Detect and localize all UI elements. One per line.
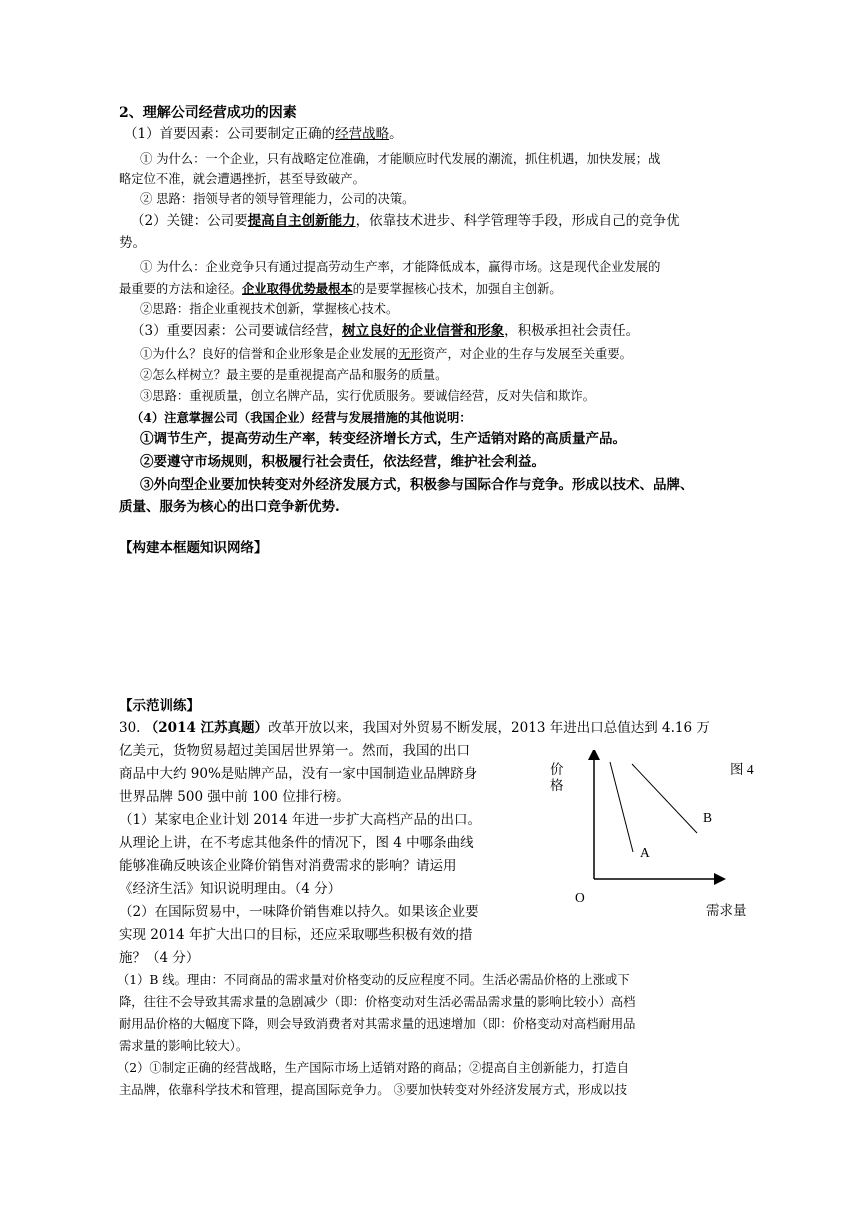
answer-1-line-3: 耐用品价格的大幅度下降，则会导致消费者对其需求量的迅速增加（即：价格变动对高档耐用品	[119, 1017, 636, 1031]
factor-3-think: ③思路：重视质量，创立名牌产品，实行优质服务。要诚信经营，反对失信和欺诈。	[140, 389, 595, 403]
y-axis-label-1: 价	[550, 762, 564, 777]
question-30-part-1-cont-3: 《经济生活》知识说明理由。（4 分）	[119, 881, 342, 897]
factor-2: （2）关键：公司要提高自主创新能力，依靠技术进步、科学管理等手段，形成自己的竞争优	[131, 213, 680, 229]
factor-1-why: ① 为什么：一个企业，只有战略定位准确，才能顺应时代发展的潮流，抓住机遇，加快发展；战	[140, 152, 661, 166]
line-b-label: B	[703, 810, 713, 825]
factor-2-think: ②思路：指企业重视技术创新，掌握核心技术。	[140, 302, 399, 316]
demand-line-a	[610, 762, 633, 852]
factor-3: （3）重要因素：公司要诚信经营，树立良好的企业信誉和形象，积极承担社会责任。	[131, 323, 640, 339]
factor-3-how: ②怎么样树立？最主要的是重视提高产品和服务的质量。	[140, 368, 448, 382]
y-axis-label-2: 格	[550, 778, 564, 793]
question-30-part-2: （2）在国际贸易中，一味降价销售难以持久。如果该企业要	[119, 904, 479, 920]
factor-4-item-3: ③外向型企业要加快转变对外经济发展方式，积极参与国际合作与竞争。形成以技术、品牌、	[140, 477, 694, 493]
factor-4-item-3-cont: 质量、服务为核心的出口竞争新优势.	[119, 499, 340, 515]
question-30-part-1-cont-2: 能够准确反映该企业降价销售对消费需求的影响？请运用	[119, 858, 457, 874]
question-30-part-2-cont-2: 施？（4 分）	[119, 950, 200, 966]
answer-2-line-1: （2）①制定正确的经营战略，生产国际市场上适销对路的商品；②提高自主创新能力，打造自	[117, 1061, 629, 1075]
factor-1: （1）首要因素：公司要制定正确的经营战略。	[124, 126, 403, 142]
x-axis-label: 需求量	[706, 903, 747, 918]
network-heading: 【构建本框题知识网络】	[119, 540, 268, 556]
section-title: 2、理解公司经营成功的因素	[119, 105, 297, 121]
line-a-label: A	[640, 845, 650, 860]
question-30-line-1: 30. （2014 江苏真题）改革开放以来，我国对外贸易不断发展，2013 年进出口总值达到 4.16 万	[119, 720, 710, 736]
figure-4	[540, 750, 780, 920]
factor-2-why-cont: 最重要的方法和途径。企业取得优势最根本的是要掌握核心技术，加强自主创新。	[119, 281, 562, 296]
factor-2-why: ① 为什么：企业竞争只有通过提高劳动生产率，才能降低成本，赢得市场。这是现代企业发展的	[140, 260, 661, 274]
factor-4-title: （4）注意掌握公司（我国企业）经营与发展措施的其他说明：	[131, 410, 472, 425]
factor-1-think: ② 思路：指领导者的领导管理能力，公司的决策。	[140, 192, 415, 206]
question-30-part-1: （1）某家电企业计划 2014 年进一步扩大高档产品的出口。	[119, 812, 482, 828]
factor-3-why: ①为什么？良好的信誉和企业形象是企业发展的无形资产，对企业的生存与发展至关重要。	[140, 347, 632, 361]
training-heading: 【示范训练】	[119, 698, 200, 714]
question-30-line-3: 商品中大约 90%是贴牌产品，没有一家中国制造业品牌跻身	[119, 766, 478, 782]
question-30-part-2-cont-1: 实现 2014 年扩大出口的目标，还应采取哪些积极有效的措	[119, 927, 473, 943]
answer-2-line-2: 主品牌，依靠科学技术和管理，提高国际竞争力。 ③要加快转变对外经济发展方式，形成以技	[119, 1083, 628, 1097]
origin-label: O	[575, 890, 585, 905]
demand-line-b	[632, 764, 697, 833]
answer-1-line-2: 降，往往不会导致其需求量的急剧减少（即：价格变动对生活必需品需求量的影响比较小）高档	[119, 995, 636, 1009]
factor-1-why-cont: 略定位不准，就会遭遇挫折，甚至导致破产。	[119, 172, 365, 186]
answer-1-line-4: 需求量的影响比较大）。	[119, 1039, 249, 1053]
question-30-part-1-cont-1: 从理论上讲，在不考虑其他条件的情况下，图 4 中哪条曲线	[119, 835, 474, 851]
factor-4-item-1: ①调节生产，提高劳动生产率，转变经济增长方式，生产适销对路的高质量产品。	[140, 431, 626, 447]
answer-1-line-1: （1）B 线。理由：不同商品的需求量对价格变动的反应程度不同。生活必需品价格的上涨或下	[117, 973, 630, 987]
question-30-line-4: 世界品牌 500 强中前 100 位排行榜。	[119, 789, 350, 805]
factor-2-cont: 势。	[119, 235, 146, 251]
question-30-line-2: 亿美元，货物贸易超过美国居世界第一。然而，我国的出口	[119, 743, 470, 759]
figure-caption: 图 4	[730, 762, 754, 777]
factor-4-item-2: ②要遵守市场规则，积极履行社会责任，依法经营，维护社会利益。	[140, 454, 545, 470]
